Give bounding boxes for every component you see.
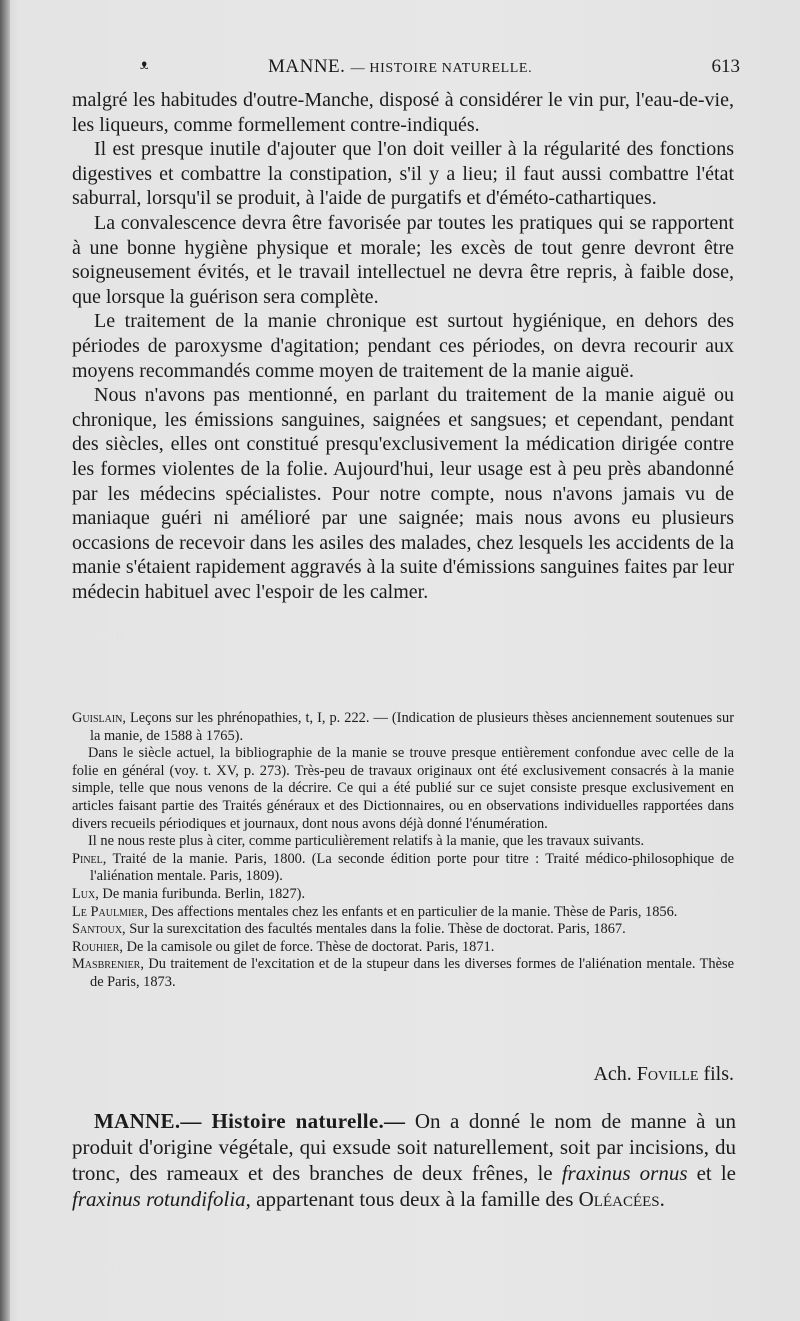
bib-entry-rouhier bbox=[72, 939, 734, 957]
bib-text: , Leçons sur les phrénopathies, t, I, p. 222. — (Indication de plusieurs thèses anciennement soutenues sur la manie, de 1588 à 1765). bbox=[90, 710, 734, 744]
bib-text: , De la camisole ou gilet de force. Thèse de doctorat. Paris, 1871. bbox=[119, 938, 495, 955]
paragraph-5: Nous n'avons pas mentionné, en parlant du traitement de la manie aiguë ou chronique, les émissions sanguines, saignées et sangsues; et cependant, pendant des siècles, elles ont constitué presqu'exclusivement la médication dirigée contre les formes violentes de la folie. Aujourd'hui, leur usage est à peu près abandonné par les médecins spécialistes. Pour notre compte, nous n'avons jamais vu de maniaque guéri ni amélioré par une saignée; mais nous avons eu plusieurs occasions de recevoir dans les asiles des malades, chez lesquels les accidents de la manie s'étaient rapidement aggravés à la suite d'émissions sanguines faites par leur médecin habituel avec l'espoir de les calmer. bbox=[72, 384, 734, 603]
paragraph-2: Il est presque inutile d'ajouter que l'on doit veiller à la régularité des fonctions digestives et combattre la constipation, s'il y a lieu; il faut aussi combattre l'état saburral, lorsqu'il se produit, à l'aide de purgatifs et d'éméto-cathartiques. bbox=[72, 138, 734, 210]
signature-first: Ach. bbox=[593, 1063, 637, 1085]
header-ornament: ᴥ bbox=[140, 56, 149, 73]
species-name: fraxinus rotundifolia bbox=[72, 1187, 246, 1211]
manne-article bbox=[72, 1108, 736, 1212]
bib-author: Rouhier bbox=[72, 938, 120, 955]
bib-text: , Traité de la manie. Paris, 1800. (La seconde édition porte pour titre : Traité médico-philosophique de l'aliénation mentale. Paris, 1809). bbox=[90, 850, 734, 885]
article-text: . bbox=[659, 1187, 665, 1211]
article-heading: MANNE.— Histoire naturelle.— bbox=[94, 1109, 406, 1133]
bib-author: Lux bbox=[72, 885, 96, 902]
paragraph-1: malgré les habitudes d'outre-Manche, disposé à considérer le vin pur, l'eau-de-vie, les liqueurs, comme formellement contre-indiqués. bbox=[72, 89, 734, 136]
family-name: Oléacées bbox=[578, 1187, 660, 1211]
bib-entry-pinel bbox=[72, 851, 734, 886]
page-spine-shadow bbox=[0, 0, 10, 1321]
bib-author: Pinel bbox=[72, 850, 103, 867]
article-text: et le bbox=[687, 1161, 736, 1185]
bib-author: Le Paulmier bbox=[72, 903, 145, 920]
article-text: , appartenant tous deux à la famille des bbox=[245, 1187, 579, 1211]
main-text bbox=[72, 88, 734, 604]
species-name: fraxinus ornus bbox=[561, 1161, 688, 1185]
bib-text: , Des affections mentales chez les enfants et en particulier de la manie. Thèse de Paris, 1856. bbox=[144, 903, 678, 920]
bib-author: Santoux bbox=[72, 921, 123, 938]
article-paragraph bbox=[72, 1108, 736, 1212]
paragraph-4: Le traitement de la manie chronique est surtout hygiénique, en dehors des périodes de paroxysme d'agitation; pendant ces périodes, on devra recourir aux moyens recommandés comme moyen de traitement de la manie aiguë. bbox=[72, 310, 734, 382]
bib-author: Guislain bbox=[72, 710, 123, 726]
running-title bbox=[268, 56, 532, 78]
bib-text: , Sur la surexcitation des facultés mentales dans la folie. Thèse de doctorat. Paris, 1867. bbox=[122, 921, 626, 938]
running-section: — HISTOIRE NATURELLE. bbox=[350, 61, 533, 76]
signature-suffix: fils. bbox=[698, 1063, 734, 1085]
page-number: 613 bbox=[711, 56, 740, 77]
running-header bbox=[140, 56, 740, 82]
bib-entry-masbrenier bbox=[72, 956, 734, 991]
signature-last: Foville bbox=[636, 1063, 699, 1085]
bibliography bbox=[72, 710, 734, 992]
running-title-word: MANNE. bbox=[268, 56, 346, 77]
paragraph-3: La convalescence devra être favorisée par toutes les pratiques qui se rapportent à une bonne hygiène physique et morale; les excès de tout genre devront être soigneusement évités, et le travail intellectuel ne devra être repris, à faible dose, que lorsque la guérison sera complète. bbox=[72, 211, 734, 308]
bib-entry-guislain bbox=[72, 710, 734, 745]
bib-text: , De mania furibunda. Berlin, 1827). bbox=[95, 885, 306, 902]
bib-entry-le-paulmier bbox=[72, 904, 734, 922]
bib-text: , Du traitement de l'excitation et de la stupeur dans les diverses formes de l'aliénation mentale. Thèse de Paris, 1873. bbox=[90, 956, 734, 990]
bib-entry-santoux bbox=[72, 921, 734, 939]
bib-author: Masbrenier bbox=[72, 956, 141, 973]
bib-paragraph-1: Dans le siècle actuel, la bibliographie de la manie se trouve presque entièrement confondue avec celle de la folie en général (voy. t. XV, p. 273). Très-peu de travaux originaux ont été exclusivement consacrés à la manie simple, telle que nous venons de la décrire. Ce qui a été publié sur ce sujet consiste presque exclusivement en articles faisant partie des Traités généraux et des Dictionnaires, ou en observations individuelles rapportées dans divers recueils périodiques et journaux, dont nous avons déjà donné l'énumération. bbox=[72, 745, 734, 832]
author-signature bbox=[72, 1063, 734, 1086]
article-text: On a donné le nom de manne à un produit d'origine végétale, qui exsude soit naturellement, soit par incisions, du tronc, des rameaux et des branches de deux frênes, le bbox=[72, 1109, 736, 1185]
bib-paragraph-2: Il ne nous reste plus à citer, comme particulièrement relatifs à la manie, que les travaux suivants. bbox=[88, 833, 645, 850]
bib-entry-lux bbox=[72, 886, 734, 904]
